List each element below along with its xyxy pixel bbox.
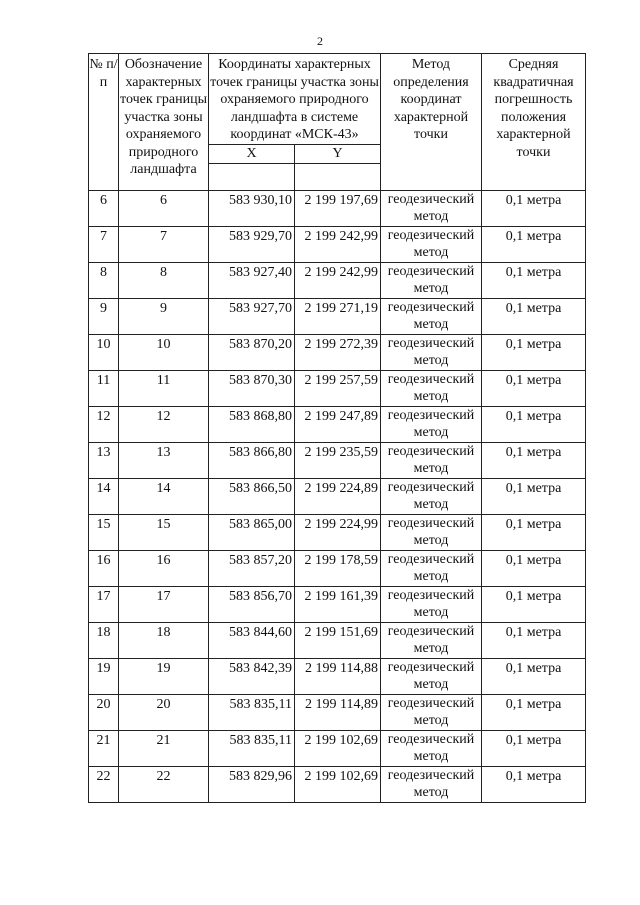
coord-y: 2 199 224,99 bbox=[295, 514, 381, 550]
page-number: 2 bbox=[317, 34, 323, 48]
table-row bbox=[89, 514, 586, 550]
point-designation: 21 bbox=[119, 730, 209, 766]
table-row bbox=[89, 442, 586, 478]
method: геодезический метод bbox=[381, 730, 482, 766]
row-number: 9 bbox=[89, 298, 119, 334]
table-row bbox=[89, 190, 586, 226]
coord-y: 2 199 178,59 bbox=[295, 550, 381, 586]
table-row bbox=[89, 694, 586, 730]
header-num: № п/п bbox=[89, 54, 119, 191]
error-value: 0,1 метра bbox=[482, 442, 586, 478]
coordinates-table bbox=[88, 53, 586, 803]
point-designation: 12 bbox=[119, 406, 209, 442]
error-value: 0,1 метра bbox=[482, 550, 586, 586]
method: геодезический метод bbox=[381, 226, 482, 262]
error-value: 0,1 метра bbox=[482, 694, 586, 730]
row-number: 18 bbox=[89, 622, 119, 658]
point-designation: 11 bbox=[119, 370, 209, 406]
coord-y: 2 199 242,99 bbox=[295, 226, 381, 262]
table-row bbox=[89, 262, 586, 298]
point-designation: 7 bbox=[119, 226, 209, 262]
error-value: 0,1 метра bbox=[482, 766, 586, 802]
point-designation: 20 bbox=[119, 694, 209, 730]
point-designation: 13 bbox=[119, 442, 209, 478]
point-designation: 16 bbox=[119, 550, 209, 586]
error-value: 0,1 метра bbox=[482, 478, 586, 514]
point-designation: 6 bbox=[119, 190, 209, 226]
table-row bbox=[89, 370, 586, 406]
method: геодезический метод bbox=[381, 622, 482, 658]
method: геодезический метод bbox=[381, 262, 482, 298]
coord-y: 2 199 242,99 bbox=[295, 262, 381, 298]
error-value: 0,1 метра bbox=[482, 622, 586, 658]
table-row bbox=[89, 766, 586, 802]
error-value: 0,1 метра bbox=[482, 370, 586, 406]
coord-y: 2 199 102,69 bbox=[295, 766, 381, 802]
point-designation: 17 bbox=[119, 586, 209, 622]
row-number: 14 bbox=[89, 478, 119, 514]
row-number: 20 bbox=[89, 694, 119, 730]
coord-x: 583 927,70 bbox=[209, 298, 295, 334]
coord-x: 583 929,70 bbox=[209, 226, 295, 262]
coord-y: 2 199 197,69 bbox=[295, 190, 381, 226]
method: геодезический метод bbox=[381, 190, 482, 226]
method: геодезический метод bbox=[381, 442, 482, 478]
method: геодезический метод bbox=[381, 694, 482, 730]
coord-x: 583 844,60 bbox=[209, 622, 295, 658]
method: геодезический метод bbox=[381, 406, 482, 442]
point-designation: 18 bbox=[119, 622, 209, 658]
header-x-spacer bbox=[209, 163, 295, 190]
point-designation: 19 bbox=[119, 658, 209, 694]
coord-x: 583 866,80 bbox=[209, 442, 295, 478]
method: геодезический метод bbox=[381, 334, 482, 370]
coord-x: 583 865,00 bbox=[209, 514, 295, 550]
error-value: 0,1 метра bbox=[482, 298, 586, 334]
method: геодезический метод bbox=[381, 766, 482, 802]
row-number: 22 bbox=[89, 766, 119, 802]
coord-x: 583 927,40 bbox=[209, 262, 295, 298]
header-coordinates: Координаты характерных точек границы участка зоны охраняемого природного ландшафта в системе координат «МСК-43» bbox=[209, 54, 381, 145]
row-number: 6 bbox=[89, 190, 119, 226]
coord-y: 2 199 272,39 bbox=[295, 334, 381, 370]
error-value: 0,1 метра bbox=[482, 730, 586, 766]
coord-x: 583 857,20 bbox=[209, 550, 295, 586]
coord-x: 583 868,80 bbox=[209, 406, 295, 442]
coord-x: 583 842,39 bbox=[209, 658, 295, 694]
header-error: Средняя квадратичная погрешность положения характерной точки bbox=[482, 54, 586, 191]
method: геодезический метод bbox=[381, 478, 482, 514]
header-method: Метод определения координат характерной точки bbox=[381, 54, 482, 191]
method: геодезический метод bbox=[381, 586, 482, 622]
method: геодезический метод bbox=[381, 658, 482, 694]
header-y: Y bbox=[295, 144, 381, 163]
coord-y: 2 199 257,59 bbox=[295, 370, 381, 406]
error-value: 0,1 метра bbox=[482, 190, 586, 226]
coord-y: 2 199 235,59 bbox=[295, 442, 381, 478]
table-row bbox=[89, 478, 586, 514]
error-value: 0,1 метра bbox=[482, 586, 586, 622]
coord-y: 2 199 247,89 bbox=[295, 406, 381, 442]
coord-y: 2 199 224,89 bbox=[295, 478, 381, 514]
row-number: 12 bbox=[89, 406, 119, 442]
method: геодезический метод bbox=[381, 298, 482, 334]
coord-y: 2 199 114,88 bbox=[295, 658, 381, 694]
table-row bbox=[89, 622, 586, 658]
table-row bbox=[89, 406, 586, 442]
row-number: 21 bbox=[89, 730, 119, 766]
row-number: 13 bbox=[89, 442, 119, 478]
coord-y: 2 199 161,39 bbox=[295, 586, 381, 622]
method: геодезический метод bbox=[381, 550, 482, 586]
table-body bbox=[89, 190, 586, 802]
row-number: 19 bbox=[89, 658, 119, 694]
error-value: 0,1 метра bbox=[482, 334, 586, 370]
row-number: 7 bbox=[89, 226, 119, 262]
header-y-spacer bbox=[295, 163, 381, 190]
point-designation: 8 bbox=[119, 262, 209, 298]
coord-x: 583 835,11 bbox=[209, 694, 295, 730]
row-number: 8 bbox=[89, 262, 119, 298]
header-designation: Обозначение характерных точек границы участка зоны охраняемого природного ландшафта bbox=[119, 54, 209, 191]
method: геодезический метод bbox=[381, 514, 482, 550]
coord-y: 2 199 151,69 bbox=[295, 622, 381, 658]
coord-x: 583 835,11 bbox=[209, 730, 295, 766]
error-value: 0,1 метра bbox=[482, 514, 586, 550]
table-row bbox=[89, 658, 586, 694]
method: геодезический метод bbox=[381, 370, 482, 406]
coord-x: 583 870,20 bbox=[209, 334, 295, 370]
coord-y: 2 199 102,69 bbox=[295, 730, 381, 766]
point-designation: 9 bbox=[119, 298, 209, 334]
table-row bbox=[89, 226, 586, 262]
table-row bbox=[89, 550, 586, 586]
error-value: 0,1 метра bbox=[482, 226, 586, 262]
row-number: 11 bbox=[89, 370, 119, 406]
coord-y: 2 199 114,89 bbox=[295, 694, 381, 730]
table-row bbox=[89, 334, 586, 370]
error-value: 0,1 метра bbox=[482, 262, 586, 298]
row-number: 10 bbox=[89, 334, 119, 370]
table-row bbox=[89, 298, 586, 334]
coord-x: 583 930,10 bbox=[209, 190, 295, 226]
coord-x: 583 829,96 bbox=[209, 766, 295, 802]
row-number: 17 bbox=[89, 586, 119, 622]
table-row bbox=[89, 730, 586, 766]
row-number: 16 bbox=[89, 550, 119, 586]
error-value: 0,1 метра bbox=[482, 406, 586, 442]
point-designation: 22 bbox=[119, 766, 209, 802]
point-designation: 10 bbox=[119, 334, 209, 370]
coord-y: 2 199 271,19 bbox=[295, 298, 381, 334]
header-x: X bbox=[209, 144, 295, 163]
coord-x: 583 856,70 bbox=[209, 586, 295, 622]
table-row bbox=[89, 586, 586, 622]
point-designation: 14 bbox=[119, 478, 209, 514]
coord-x: 583 870,30 bbox=[209, 370, 295, 406]
error-value: 0,1 метра bbox=[482, 658, 586, 694]
row-number: 15 bbox=[89, 514, 119, 550]
point-designation: 15 bbox=[119, 514, 209, 550]
coord-x: 583 866,50 bbox=[209, 478, 295, 514]
